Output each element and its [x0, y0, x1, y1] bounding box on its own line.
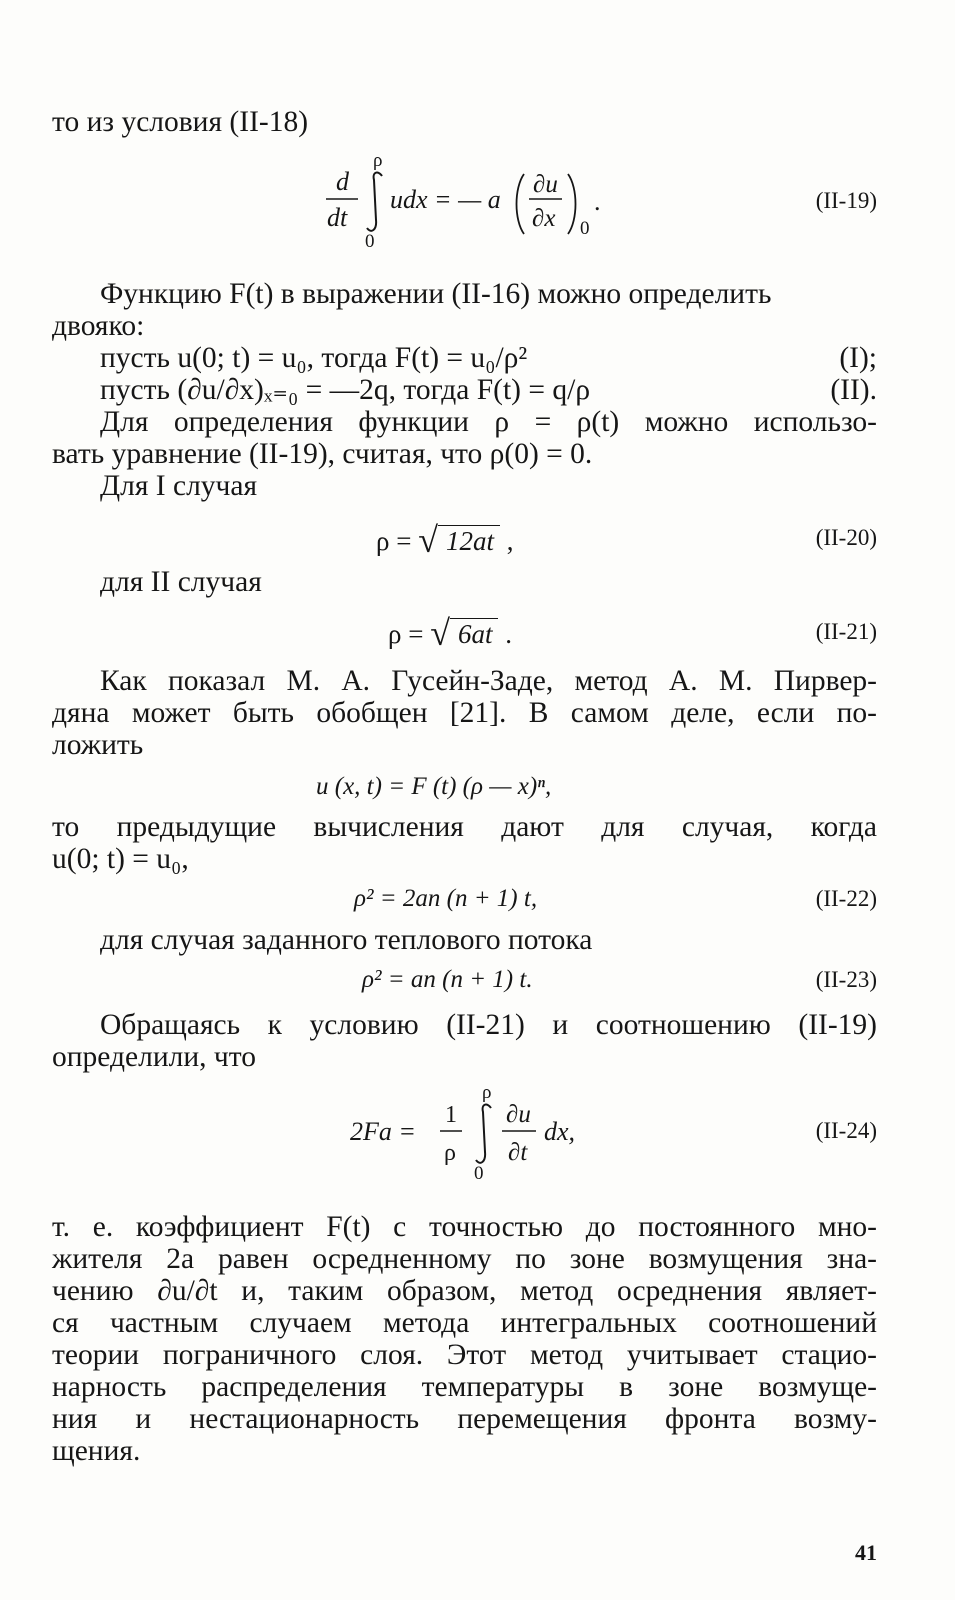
eq21-end: .	[498, 619, 512, 649]
text-line: дяна может быть обобщен [21]. В самом деле, если по-	[52, 697, 877, 729]
eq24-lhs: 2Fa =	[350, 1117, 416, 1146]
eq20-end: ,	[499, 526, 514, 556]
text-line: пусть u(0; t) = u₀, тогда F(t) = u₀/ρ²	[100, 342, 528, 374]
equation-number: (II-24)	[815, 1118, 877, 1143]
eq20-lhs: ρ =	[376, 526, 419, 556]
eq19-integrand: udx = — a	[390, 185, 501, 214]
eq24-upper: ρ	[482, 1082, 492, 1103]
equation-number: (II-23)	[815, 967, 877, 992]
eq24-end: dx,	[544, 1117, 576, 1146]
text-line: т. е. коэффициент F(t) с точностью до постоянного мно-	[52, 1211, 877, 1243]
text-line: ложить	[52, 729, 144, 761]
equation-ii-19-graphic	[318, 150, 618, 250]
eq24-lower: 0	[474, 1163, 484, 1182]
text-line: ся частным случаем метода интегральных соотношений	[52, 1307, 877, 1339]
equation-ii-20: ρ = √ 12at ,	[376, 520, 514, 560]
eq19-dt: dt	[327, 203, 348, 232]
text-line: Для определения функции ρ = ρ(t) можно использо-	[100, 406, 877, 438]
equation-ii-23: ρ² = an (n + 1) t.	[362, 966, 533, 993]
page-number: 41	[855, 1540, 877, 1565]
text-line: двояко:	[52, 310, 145, 342]
eq19-upper: ρ	[373, 150, 383, 171]
text-line: для случая заданного теплового потока	[100, 924, 593, 956]
eq19-du: ∂u	[533, 171, 558, 198]
text-line: для II случая	[100, 566, 262, 598]
eq19-sub: 0	[580, 218, 590, 239]
eq21-lhs: ρ =	[388, 619, 431, 649]
text-line: вать уравнение (II-19), считая, что ρ(0) = 0.	[52, 438, 593, 470]
text-line: Функцию F(t) в выражении (II-16) можно определить	[100, 278, 772, 310]
text-line: щения.	[52, 1435, 141, 1467]
eq20-arg: 12at	[438, 525, 500, 556]
eq24-du: ∂u	[506, 1101, 531, 1128]
text-line: нарность распределения температуры в зоне возмуще-	[52, 1371, 877, 1403]
text-line: Для I случая	[100, 470, 258, 502]
text-line: теории пограничного слоя. Этот метод учитывает стацио-	[52, 1339, 877, 1371]
equation-ii-21: ρ = √ 6at .	[388, 613, 512, 653]
eq24-rho: ρ	[444, 1140, 456, 1166]
eq24-one: 1	[445, 1102, 457, 1128]
eq21-arg: 6at	[450, 618, 499, 649]
equation-number: (II-21)	[815, 619, 877, 644]
text-line: то предыдущие вычисления дают для случая, когда	[52, 811, 877, 843]
equation-number: (II-20)	[815, 525, 877, 550]
text-line: Как показал М. А. Гусейн-Заде, метод А. М. Пирвер-	[100, 665, 877, 697]
equation-ii-24-graphic	[348, 1082, 608, 1182]
equation-ii-22: ρ² = 2an (n + 1) t,	[354, 885, 538, 912]
equation-number: (II-19)	[815, 188, 877, 213]
eq19-dx: ∂x	[532, 205, 556, 232]
text-line: то из условия (II-18)	[52, 106, 309, 138]
text-line: u(0; t) = u₀,	[52, 843, 189, 875]
equation-u: u (x, t) = F (t) (ρ — x)ⁿ,	[316, 773, 552, 800]
text-line: жителя 2a равен осредненному по зоне возмущения зна-	[52, 1243, 877, 1275]
eq19-d: d	[336, 167, 349, 196]
equation-number: (II-22)	[815, 886, 877, 911]
eq19-end: .	[594, 187, 601, 216]
case-label: (II).	[830, 374, 877, 406]
case-label: (I);	[839, 342, 877, 374]
eq19-lower: 0	[365, 231, 375, 250]
eq24-dt: ∂t	[508, 1139, 528, 1166]
text-line: ния и нестационарность перемещения фронта возму-	[52, 1403, 877, 1435]
text-line: Обращаясь к условию (II-21) и соотношению (II-19)	[100, 1009, 877, 1041]
text-line: чению ∂u/∂t и, таким образом, метод осреднения являет-	[52, 1275, 877, 1307]
text-line: пусть (∂u/∂x)ₓ₌₀ = —2q, тогда F(t) = q/ρ	[100, 374, 591, 406]
text-line: определили, что	[52, 1041, 256, 1073]
